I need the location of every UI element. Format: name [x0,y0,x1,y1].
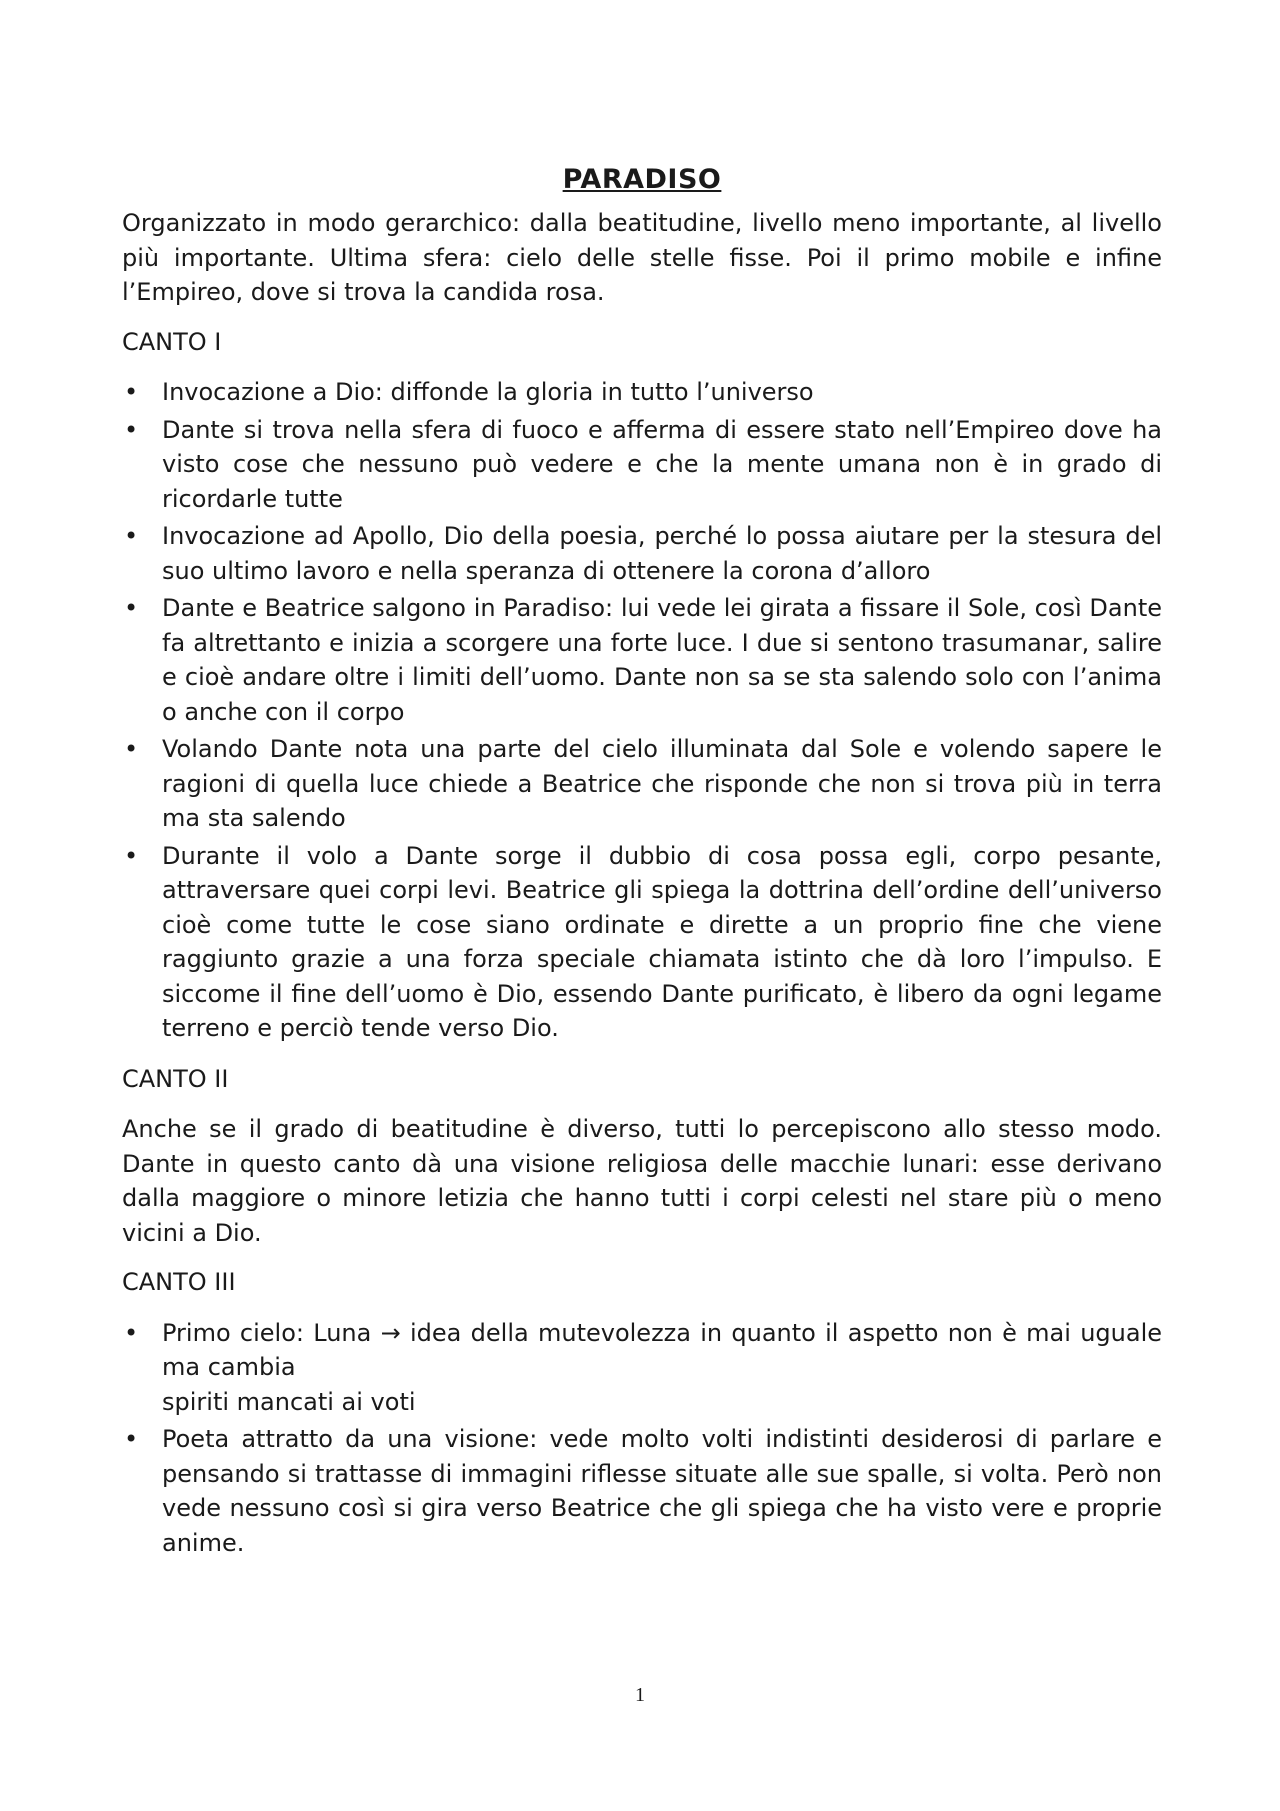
list-item [122,519,1162,588]
list-item [122,839,1162,1046]
list-item [122,375,1162,410]
bullet-icon: • [124,1318,139,1347]
intro-paragraph: Organizzato in modo gerarchico: dalla beatitudine, livello meno importante, al livello più importante. Ultima sfera: cielo delle stelle fisse. Poi il primo mobile e infine l’Empireo, dove si trova la candida rosa. [122,209,1162,306]
document-page [122,160,1162,1576]
list-item [122,591,1162,729]
canto-3-heading: CANTO III [122,1268,236,1296]
list-item-text: Durante il volo a Dante sorge il dubbio di cosa possa egli, corpo pesante, attraversare quei corpi levi. Beatrice gli spiega la dottrina dell’ordine dell’universo cioè come tutte le cose siano ordinate e dirette a un proprio fine che viene raggiunto grazie a una forza speciale chiamata istinto che dà loro l’impulso. E siccome il fine dell’uomo è Dio, essendo Dante purificato, è libero da ogni legame terreno e perciò tende verso Dio. [162,841,1162,1042]
page-number: 1 [635,1684,645,1706]
list-item-text: Dante e Beatrice salgono in Paradiso: lui vede lei girata a fissare il Sole, così Dante fa altrettanto e inizia a scorgere una forte luce. I due si sentono trasumanar, salire e cioè andare oltre i limiti dell’uomo. Dante non sa se sta salendo solo con l’anima o anche con il corpo [162,594,1162,726]
list-item-text: Poeta attratto da una visione: vede molto volti indistinti desiderosi di parlare e pensando si trattasse di immagini riflesse situate alle sue spalle, si volta. Però non vede nessuno così si gira verso Beatrice che gli spiega che ha visto vere e proprie anime. [162,1425,1162,1557]
list-item [122,732,1162,836]
document-title: PARADISO [562,164,722,195]
list-item [122,1316,1162,1420]
list-item [122,413,1162,517]
list-item [122,1422,1162,1560]
bullet-icon: • [124,415,139,444]
bullet-icon: • [124,594,139,622]
list-item-subline: spiriti mancati ai voti [162,1387,416,1416]
bullet-icon: • [124,735,139,763]
bullet-icon: • [124,841,139,870]
canto-1-list [122,375,1162,1046]
canto-1-heading: CANTO I [122,327,222,356]
bullet-icon: • [124,378,139,406]
list-item-text: Invocazione a Dio: diffonde la gloria in tutto l’universo [162,378,814,406]
list-item-text: Invocazione ad Apollo, Dio della poesia, perché lo possa aiutare per la stesura del suo ultimo lavoro e nella speranza di ottenere la corona d’alloro [162,522,1162,585]
bullet-icon: • [124,1425,139,1453]
list-item-text: Volando Dante nota una parte del cielo illuminata dal Sole e volendo sapere le ragioni di quella luce chiede a Beatrice che risponde che non si trova più in terra ma sta salendo [162,735,1162,832]
canto-3-list [122,1316,1162,1561]
canto-2-paragraph: Anche se il grado di beatitudine è diverso, tutti lo percepiscono allo stesso modo. Dante in questo canto dà una visione religiosa delle macchie lunari: esse derivano dalla maggiore o minore letizia che hanno tutti i corpi celesti nel stare più o meno vicini a Dio. [122,1115,1162,1247]
list-item-text: Primo cielo: Luna → idea della mutevolezza in quanto il aspetto non è mai uguale ma cambia [162,1318,1162,1381]
bullet-icon: • [124,522,139,550]
list-item-text: Dante si trova nella sfera di fuoco e afferma di essere stato nell’Empireo dove ha visto cose che nessuno può vedere e che la mente umana non è in grado di ricordarle tutte [162,415,1162,513]
canto-2-heading: CANTO II [122,1064,229,1093]
